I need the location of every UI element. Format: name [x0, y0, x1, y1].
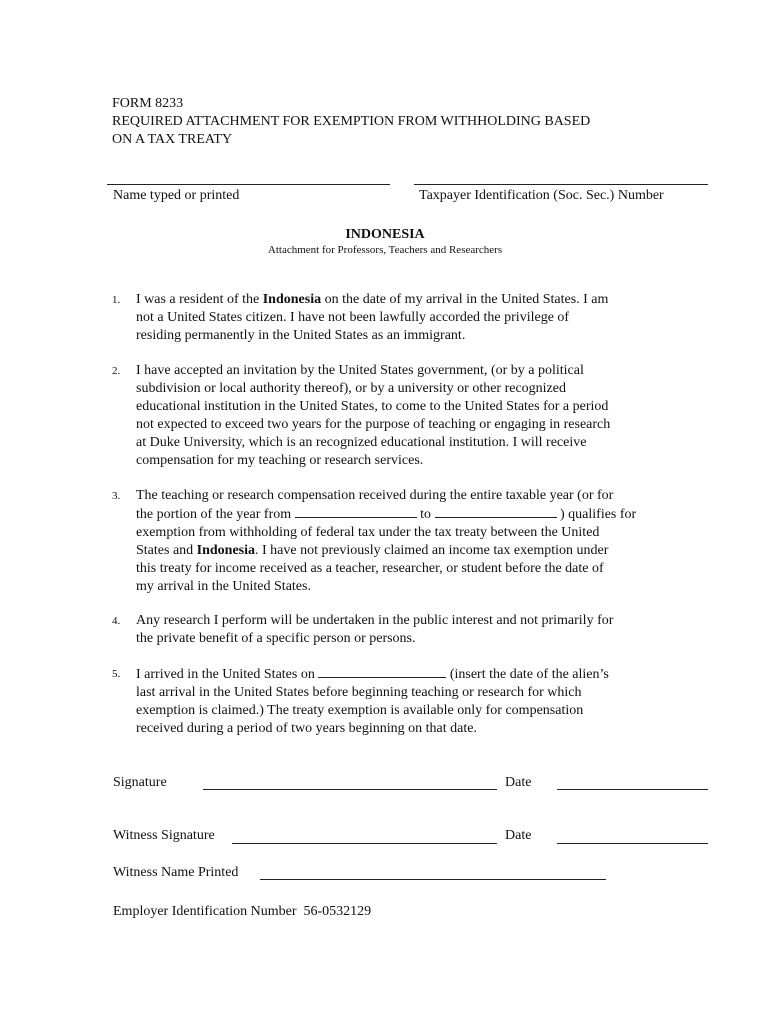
signature-line[interactable] [203, 789, 497, 790]
item-number: 1. [112, 294, 121, 306]
country-title: INDONESIA [345, 227, 425, 242]
country-name: Indonesia [196, 543, 256, 558]
witness-name-label: Witness Name Printed [113, 865, 239, 880]
tin-line[interactable] [414, 184, 708, 185]
name-line[interactable] [107, 184, 390, 185]
from-date-blank[interactable] [295, 505, 417, 518]
signature-label: Signature [113, 775, 167, 790]
item-text: I was a resident of the Indonesia on the date of my arrival in the United States. I am not a United States citizen. I have not been lawfully accorded the privilege of residing permanently in the United States as an immigrant. [136, 292, 609, 343]
arrival-date-blank[interactable] [318, 665, 446, 678]
country-subtitle: Attachment for Professors, Teachers and Researchers [267, 244, 503, 256]
item-number: 5. [112, 668, 121, 680]
item-number: 4. [112, 615, 121, 627]
witness-date-line[interactable] [557, 843, 708, 844]
witness-date-label: Date [505, 828, 532, 843]
item-number: 2. [112, 365, 121, 377]
employer-id [113, 903, 371, 921]
item-text: I have accepted an invitation by the United States government, (or by a political subdivision or local authority thereof), or by a university or other recognized educational institution in the United States, to come to the United States for a period not expected to exceed two years for the purpose of teaching or engaging in research at Duke University, which is an recognized educational institution. I will receive compensation for my teaching or research services. [136, 363, 611, 468]
item-text: The teaching or research compensation received during the entire taxable year (or for the portion of the year from to ) qualifies for exemption from withholding of federal tax under the tax treaty between the United States and Indonesia. I have not previously claimed an income tax exemption under this treaty for income received as a teacher, researcher, or student before the date of my arrival in the United States. [136, 488, 637, 594]
item-text: Any research I perform will be undertaken in the public interest and not primarily for the private benefit of a specific person or persons. [136, 613, 614, 646]
form-title-line-2: ON A TAX TREATY [112, 132, 233, 147]
witness-signature-label: Witness Signature [113, 828, 215, 843]
witness-signature-line[interactable] [232, 843, 497, 844]
date-line[interactable] [557, 789, 708, 790]
employer-id-value: 56-0532129 [303, 904, 372, 919]
tin-label: Taxpayer Identification (Soc. Sec.) Number [419, 188, 664, 203]
to-date-blank[interactable] [435, 505, 557, 518]
witness-name-line[interactable] [260, 879, 606, 880]
name-label: Name typed or printed [113, 188, 240, 203]
form-number: FORM 8233 [112, 96, 184, 111]
date-label: Date [505, 775, 532, 790]
employer-id-label: Employer Identification Number [113, 904, 297, 919]
country-name: Indonesia [262, 292, 322, 307]
item-text: I arrived in the United States on (insert the date of the alien’s last arrival in the United States before beginning teaching or research for which exemption is claimed.) The treaty exemption is available only for compensation received during a period of two years beginning on that date. [136, 667, 609, 736]
item-number: 3. [112, 490, 121, 502]
form-title-line-1: REQUIRED ATTACHMENT FOR EXEMPTION FROM WITHHOLDING BASED [112, 114, 591, 129]
